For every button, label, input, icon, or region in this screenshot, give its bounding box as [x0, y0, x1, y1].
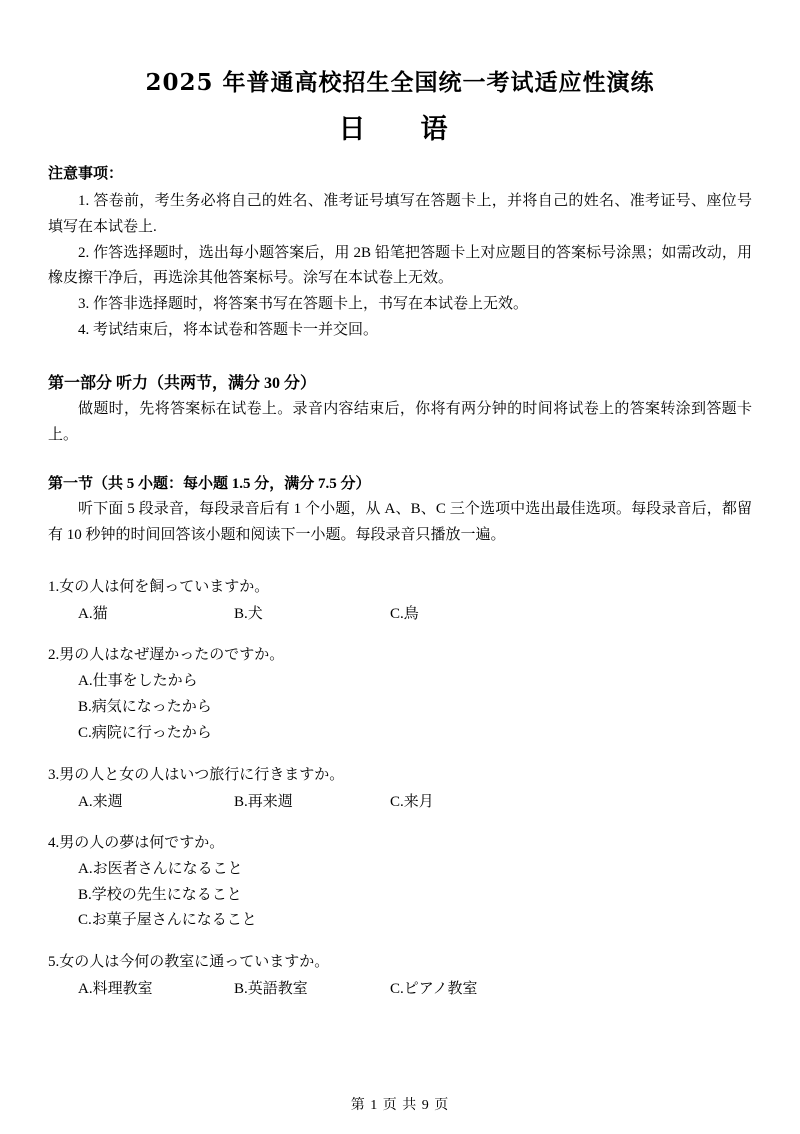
question-1 [48, 575, 752, 627]
question-options [78, 857, 752, 934]
subject-title: 日 语 [338, 114, 462, 145]
notice-item-2: 2. 作答选择题时，选出每小题答案后，用 2B 铅笔把答题卡上对应题目的答案标号涂黑；如需改动，用橡皮擦干净后，再选涂其他答案标号。涂写在本试卷上无效。 [48, 244, 752, 287]
option-a[interactable]: A.仕事をしたから [78, 673, 198, 690]
notice-item-3: 3. 作答非选择题时，将答案书写在答题卡上，书写在本试卷上无效。 [78, 296, 529, 313]
option-c[interactable]: C.お菓子屋さんになること [78, 912, 257, 929]
option-a[interactable]: A.料理教室 [78, 981, 153, 998]
section-one-instruction: 听下面 5 段录音，每段录音后有 1 个小题，从 A、B、C 三个选项中选出最佳选项。每段录音后，都留有 10 秒钟的时间回答该小题和阅读下一小题。每段录音只播放一遍。 [48, 501, 752, 544]
question-stem: 5.女の人は今何の教室に通っていますか。 [48, 954, 330, 971]
question-stem: 4.男の人の夢は何ですか。 [48, 834, 225, 851]
question-options [78, 976, 752, 1002]
part-one-heading: 第一部分 听力（共两节，满分 30 分） [48, 374, 317, 392]
question-stem: 1.女の人は何を飼っていますか。 [48, 578, 270, 595]
option-a[interactable]: A.お医者さんになること [78, 860, 243, 877]
question-2 [48, 643, 752, 746]
question-stem: 3.男の人と女の人はいつ旅行に行きますか。 [48, 766, 345, 783]
part-one-instruction: 做题时，先将答案标在试卷上。录音内容结束后，你将有两分钟的时间将试卷上的答案转涂到答题卡上。 [48, 400, 752, 443]
option-c[interactable]: C.鳥 [390, 605, 419, 622]
option-c[interactable]: C.ピアノ教室 [390, 981, 478, 998]
option-a[interactable]: A.猫 [78, 605, 108, 622]
option-b[interactable]: B.再来週 [234, 793, 293, 810]
option-b[interactable]: B.犬 [234, 605, 263, 622]
section-one-heading: 第一节（共 5 小题：每小题 1.5 分，满分 7.5 分） [48, 476, 371, 493]
question-options [78, 601, 752, 627]
question-options [78, 669, 752, 746]
page-footer: 第 1 页 共 9 页 [350, 1098, 450, 1113]
page-title: 2025 年普通高校招生全国统一考试适应性演练 [145, 69, 655, 96]
question-3 [48, 763, 752, 815]
notice-item-4: 4. 考试结束后，将本试卷和答题卡一并交回。 [78, 321, 379, 338]
question-5 [48, 950, 752, 1002]
option-a[interactable]: A.来週 [78, 793, 123, 810]
question-4 [48, 831, 752, 934]
notice-heading: 注意事项： [48, 166, 124, 182]
option-b[interactable]: B.英語教室 [234, 981, 308, 998]
option-c[interactable]: C.来月 [390, 793, 434, 810]
option-b[interactable]: B.病気になったから [78, 699, 212, 716]
notice-item-1: 1. 答卷前，考生务必将自己的姓名、准考证号填写在答题卡上，并将自己的姓名、准考证号、座位号填写在本试卷上. [48, 193, 752, 235]
option-c[interactable]: C.病院に行ったから [78, 724, 212, 741]
option-b[interactable]: B.学校の先生になること [78, 886, 242, 903]
question-stem: 2.男の人はなぜ遅かったのですか。 [48, 647, 285, 664]
question-options [78, 789, 752, 815]
